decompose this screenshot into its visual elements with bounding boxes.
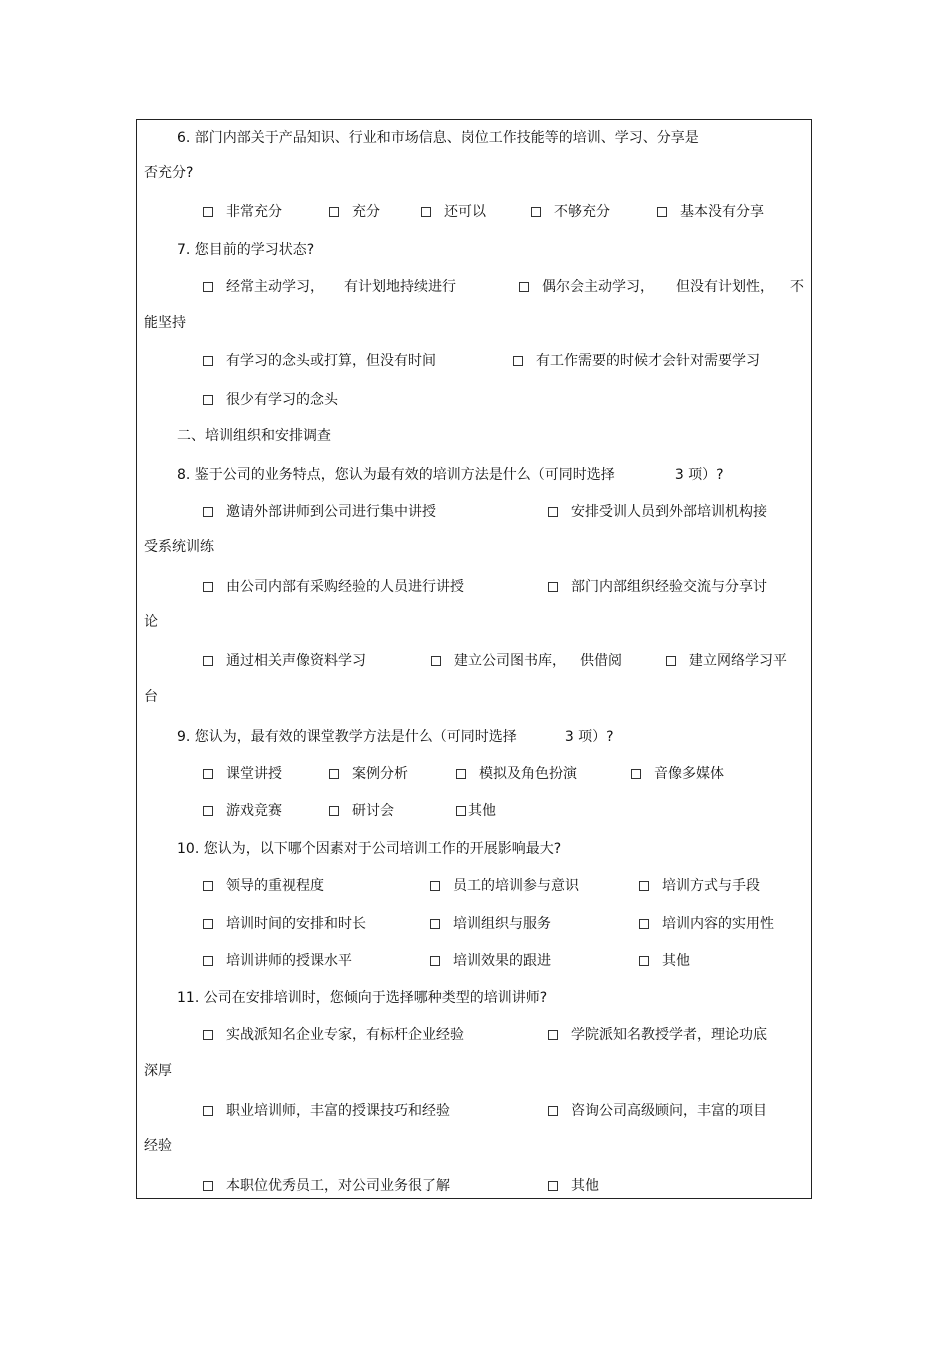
option-q7-5[interactable]: 很少有学习的念头 — [203, 391, 338, 409]
option-q9-3[interactable]: 模拟及角色扮演 — [456, 765, 577, 783]
checkbox-icon[interactable] — [203, 656, 213, 666]
option-q6-4[interactable]: 不够充分 — [531, 203, 610, 221]
option-q7-1[interactable]: 经常主动学习， 有计划地持续进行 — [203, 278, 456, 296]
option-q8-6[interactable]: 建立公司图书库， 供借阅 — [431, 652, 622, 670]
option-q11-3[interactable]: 职业培训师，丰富的授课技巧和经验 — [203, 1102, 450, 1120]
option-q11-6[interactable]: 其他 — [548, 1177, 599, 1195]
option-q9-2[interactable]: 案例分析 — [329, 765, 408, 783]
checkbox-icon[interactable] — [203, 582, 213, 592]
option-q6-3[interactable]: 还可以 — [421, 203, 486, 221]
checkbox-icon[interactable] — [639, 956, 649, 966]
option-q8-3[interactable]: 由公司内部有采购经验的人员进行讲授 — [203, 578, 464, 596]
checkbox-icon[interactable] — [513, 356, 523, 366]
checkbox-icon[interactable] — [631, 769, 641, 779]
option-q8-5[interactable]: 通过相关声像资料学习 — [203, 652, 366, 670]
question-6-text: 6. 部门内部关于产品知识、行业和市场信息、岗位工作技能等的培训、学习、分享是 — [177, 130, 699, 146]
checkbox-icon[interactable] — [639, 881, 649, 891]
checkbox-icon[interactable] — [203, 207, 213, 217]
checkbox-icon[interactable] — [203, 1181, 213, 1191]
checkbox-icon[interactable] — [421, 207, 431, 217]
option-q11-2[interactable]: 学院派知名教授学者，理论功底 — [548, 1026, 767, 1044]
option-q9-5[interactable]: 游戏竞赛 — [203, 802, 282, 820]
checkbox-icon[interactable] — [203, 769, 213, 779]
option-q11-4-text-cont: 经验 — [144, 1138, 172, 1154]
checkbox-icon[interactable] — [329, 769, 339, 779]
checkbox-icon[interactable] — [203, 881, 213, 891]
option-q10-6[interactable]: 培训内容的实用性 — [639, 915, 774, 933]
checkbox-icon[interactable] — [548, 582, 558, 592]
checkbox-icon[interactable] — [430, 919, 440, 929]
checkbox-icon[interactable] — [430, 881, 440, 891]
option-q6-2[interactable]: 充分 — [329, 203, 380, 221]
checkbox-icon[interactable] — [329, 806, 339, 816]
question-6-text-cont: 否充分? — [144, 165, 194, 181]
option-q10-2[interactable]: 员工的培训参与意识 — [430, 877, 579, 895]
checkbox-icon[interactable] — [203, 919, 213, 929]
option-q10-1[interactable]: 领导的重视程度 — [203, 877, 324, 895]
option-q7-3[interactable]: 有学习的念头或打算，但没有时间 — [203, 352, 436, 370]
option-q9-4[interactable]: 音像多媒体 — [631, 765, 724, 783]
checkbox-icon[interactable] — [203, 1030, 213, 1040]
option-q8-4-text-cont: 论 — [144, 614, 158, 630]
question-10-text: 10. 您认为，以下哪个因素对于公司培训工作的开展影响最大? — [177, 841, 562, 857]
option-q11-2-text-cont: 深厚 — [144, 1063, 172, 1079]
option-q9-7[interactable]: 其他 — [456, 802, 496, 820]
option-q8-7-text-cont: 台 — [144, 689, 158, 705]
option-q9-1[interactable]: 课堂讲授 — [203, 765, 282, 783]
checkbox-icon[interactable] — [548, 1106, 558, 1116]
question-7-text: 7. 您目前的学习状态? — [177, 242, 315, 258]
option-q6-1[interactable]: 非常充分 — [203, 203, 282, 221]
option-q8-1[interactable]: 邀请外部讲师到公司进行集中讲授 — [203, 503, 436, 521]
option-q9-6[interactable]: 研讨会 — [329, 802, 394, 820]
option-q7-2-text-end: 不 — [790, 279, 804, 295]
section-2-title: 二、培训组织和安排调查 — [177, 428, 331, 444]
question-8-text: 8. 鉴于公司的业务特点，您认为最有效的培训方法是什么（可同时选择 3 项）? — [177, 467, 724, 483]
checkbox-icon[interactable] — [203, 356, 213, 366]
option-q10-9[interactable]: 其他 — [639, 952, 690, 970]
option-q10-7[interactable]: 培训讲师的授课水平 — [203, 952, 352, 970]
option-q7-2-text-cont: 能坚持 — [144, 315, 186, 331]
option-q11-1[interactable]: 实战派知名企业专家，有标杆企业经验 — [203, 1026, 464, 1044]
checkbox-icon[interactable] — [456, 806, 466, 816]
checkbox-icon[interactable] — [203, 956, 213, 966]
checkbox-icon[interactable] — [203, 507, 213, 517]
checkbox-icon[interactable] — [548, 1030, 558, 1040]
checkbox-icon[interactable] — [456, 769, 466, 779]
option-q11-5[interactable]: 本职位优秀员工，对公司业务很了解 — [203, 1177, 450, 1195]
option-q7-4[interactable]: 有工作需要的时候才会针对需要学习 — [513, 352, 760, 370]
question-9-text: 9. 您认为，最有效的课堂教学方法是什么（可同时选择 3 项）? — [177, 729, 614, 745]
checkbox-icon[interactable] — [531, 207, 541, 217]
option-q8-2-text-cont: 受系统训练 — [144, 539, 214, 555]
checkbox-icon[interactable] — [519, 282, 529, 292]
option-q10-5[interactable]: 培训组织与服务 — [430, 915, 551, 933]
checkbox-icon[interactable] — [203, 395, 213, 405]
option-q8-4[interactable]: 部门内部组织经验交流与分享讨 — [548, 578, 767, 596]
checkbox-icon[interactable] — [430, 956, 440, 966]
option-q10-8[interactable]: 培训效果的跟进 — [430, 952, 551, 970]
checkbox-icon[interactable] — [639, 919, 649, 929]
checkbox-icon[interactable] — [203, 806, 213, 816]
option-q8-7[interactable]: 建立网络学习平 — [666, 652, 787, 670]
option-q7-2[interactable]: 偶尔会主动学习， 但没有计划性， — [519, 278, 774, 296]
checkbox-icon[interactable] — [666, 656, 676, 666]
checkbox-icon[interactable] — [548, 1181, 558, 1191]
checkbox-icon[interactable] — [548, 507, 558, 517]
checkbox-icon[interactable] — [431, 656, 441, 666]
option-q8-2[interactable]: 安排受训人员到外部培训机构接 — [548, 503, 767, 521]
option-q10-3[interactable]: 培训方式与手段 — [639, 877, 760, 895]
checkbox-icon[interactable] — [203, 1106, 213, 1116]
question-11-text: 11. 公司在安排培训时，您倾向于选择哪种类型的培训讲师? — [177, 990, 548, 1006]
option-q6-5[interactable]: 基本没有分享 — [657, 203, 764, 221]
option-q11-4[interactable]: 咨询公司高级顾问，丰富的项目 — [548, 1102, 767, 1120]
checkbox-icon[interactable] — [329, 207, 339, 217]
option-q10-4[interactable]: 培训时间的安排和时长 — [203, 915, 366, 933]
checkbox-icon[interactable] — [657, 207, 667, 217]
checkbox-icon[interactable] — [203, 282, 213, 292]
